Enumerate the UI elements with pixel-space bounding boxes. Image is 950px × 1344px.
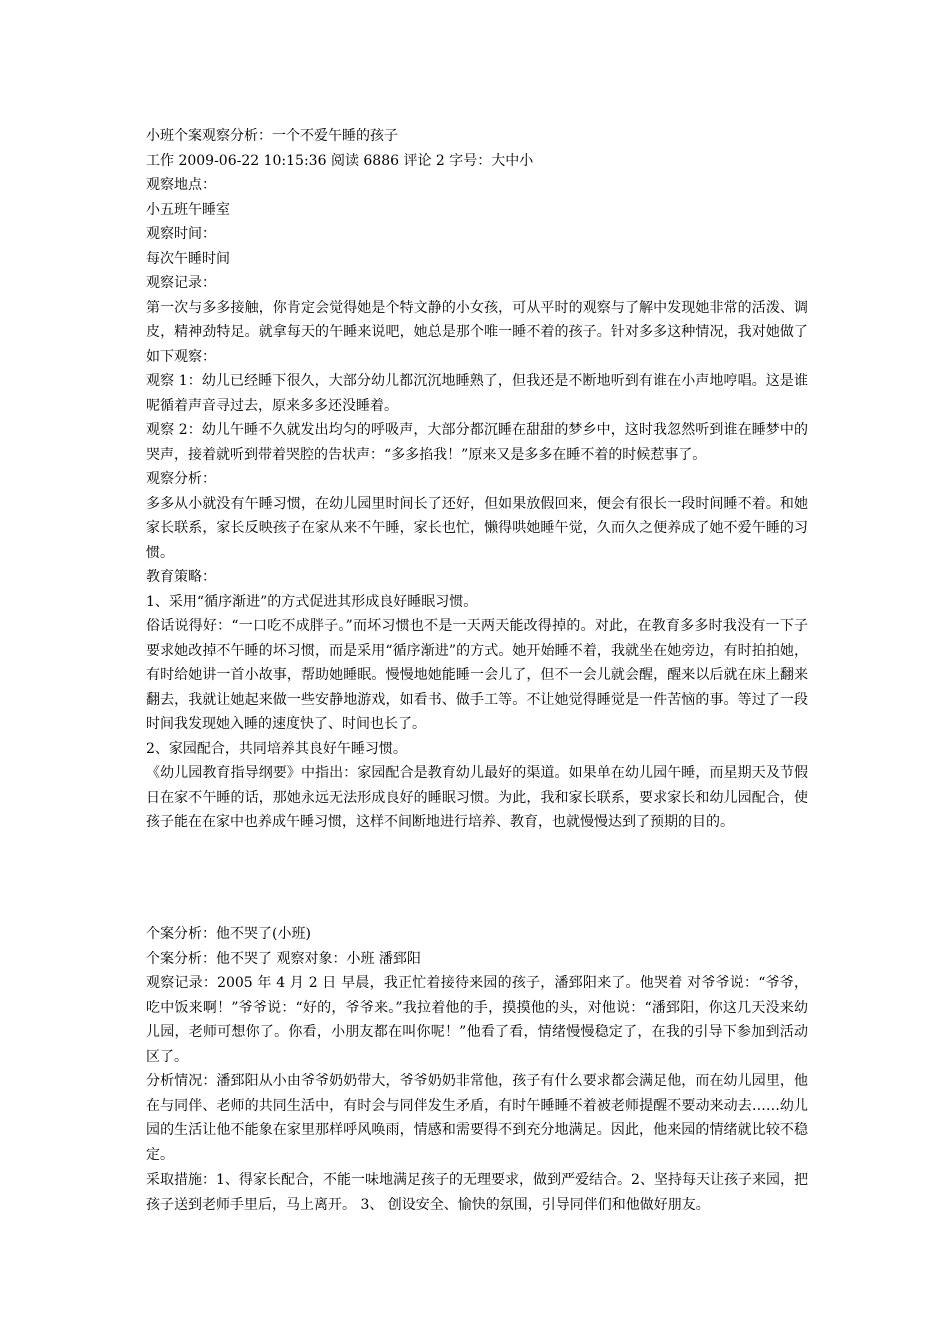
article-title: 个案分析：他不哭了(小班) — [146, 926, 311, 942]
record-label: 观察记录： — [146, 275, 216, 291]
strategy-2-paragraph: 《幼儿园教育指导纲要》中指出：家园配合是教育幼儿最好的渠道。如果单在幼儿园午睡，而星期天及节假日在家不午睡的话，那她永远无法形成良好的睡眠习惯。为此，我和家长联系，要求家长和幼儿园配合，使孩子能在在家中也养成午睡习惯，这样不间断地进行培养、教育，也就慢慢达到了预期的目的。 — [146, 765, 808, 830]
article-title: 小班个案观察分析：一个不爱午睡的孩子 — [146, 128, 398, 144]
strategy-label: 教育策略： — [146, 569, 216, 585]
record-paragraph: 观察记录：2005 年 4 月 2 日 早晨，我正忙着接待来园的孩子，潘郅阳来了。他哭着 对爷爷说：“爷爷，吃中饭来啊！”爷爷说：“好的，爷爷来。”我拉着他的手，摸摸他的头，对他说：“潘郅阳，你这几天没来幼儿园，老师可想你了。你看，小朋友都在叫你呢！”他看了看，情绪慢慢稳定了，在我的引导下参加到活动区了。 — [146, 975, 808, 1065]
place-label: 观察地点： — [146, 177, 216, 193]
article-meta: 工作 2009-06-22 10:15:36 阅读 6886 评论 2 字号：大中小 — [146, 152, 534, 169]
analysis-label: 观察分析： — [146, 471, 216, 487]
article-crying-case — [146, 922, 808, 1167]
analysis-paragraph: 多多从小就没有午睡习惯，在幼儿园里时间长了还好，但如果放假回来，便会有很长一段时间睡不着。和她家长联系，家长反映孩子在家从来不午睡，家长也忙，懒得哄她睡午觉，久而久之便养成了她不爱午睡的习惯。 — [146, 495, 808, 561]
observation-2-paragraph: 观察 2：幼儿午睡不久就发出均匀的呼吸声，大部分都沉睡在甜甜的梦乡中，这时我忽然听到谁在睡梦中的哭声，接着就听到带着哭腔的告状声：“多多掐我！”原来又是多多在睡不着的时候惹事了。 — [146, 422, 808, 463]
time-label: 观察时间： — [146, 226, 216, 242]
analysis-paragraph: 分析情况：潘郅阳从小由爷爷奶奶带大，爷爷奶奶非常他，孩子有什么要求都会满足他，而在幼儿园里，他在与同伴、老师的共同生活中，有时会与同伴发生矛盾，有时午睡睡不着被老师提醒不要动来动去……幼儿园的生活让他不能象在家里那样呼风唤雨，情感和需要得不到充分地满足。因此，他来园的情绪就比较不稳定。 — [146, 1073, 808, 1163]
time-value: 每次午睡时间 — [146, 250, 230, 267]
strategy-1-paragraph: 俗话说得好：“一口吃不成胖子。”而坏习惯也不是一天两天能改得掉的。对此，在教育多多时我没有一下子要求她改掉不午睡的坏习惯，而是采用“循序渐进”的方式。她开始睡不着，我就坐在她旁边，有时拍拍她，有时给她讲一首小故事，帮助她睡眠。慢慢地她能睡一会儿了，但不一会儿就会醒，醒来以后就在床上翻来翻去，我就让她起来做一些安静地游戏，如看书、做手工等。不让她觉得睡觉是一件苦恼的事。等过了一段时间我发现她入睡的速度快了、时间也长了。 — [146, 618, 808, 732]
place-value: 小五班午睡室 — [146, 201, 230, 218]
record-intro-paragraph: 第一次与多多接触，你肯定会觉得她是个特文静的小女孩，可从平时的观察与了解中发现她非常的活泼、调皮，精神劲特足。就拿每天的午睡来说吧，她总是那个唯一睡不着的孩子。针对多多这种情况，我对她做了如下观察： — [146, 299, 808, 365]
article-subtitle: 个案分析：他不哭了 观察对象：小班 潘郅阳 — [146, 950, 421, 967]
observation-1-paragraph: 观察 1：幼儿已经睡下很久，大部分幼儿都沉沉地睡熟了，但我还是不断地听到有谁在小声地哼唱。这是谁呢循着声音寻过去，原来多多还没睡着。 — [146, 373, 808, 414]
article-sleep-observation — [146, 124, 808, 835]
measures-paragraph: 采取措施：1、得家长配合，不能一味地满足孩子的无理要求，做到严爱结合。2、坚持每天让孩子来园，把孩子送到老师手里后，马上离开。 3、 创设安全、愉快的氛围，引导同伴们和他做好朋友。 — [146, 1172, 808, 1213]
strategy-2-title: 2、家园配合，共同培养其良好午睡习惯。 — [146, 740, 407, 757]
measures-section — [146, 1168, 808, 1217]
strategy-1-title: 1、采用“循序渐进”的方式促进其形成良好睡眠习惯。 — [146, 593, 478, 610]
